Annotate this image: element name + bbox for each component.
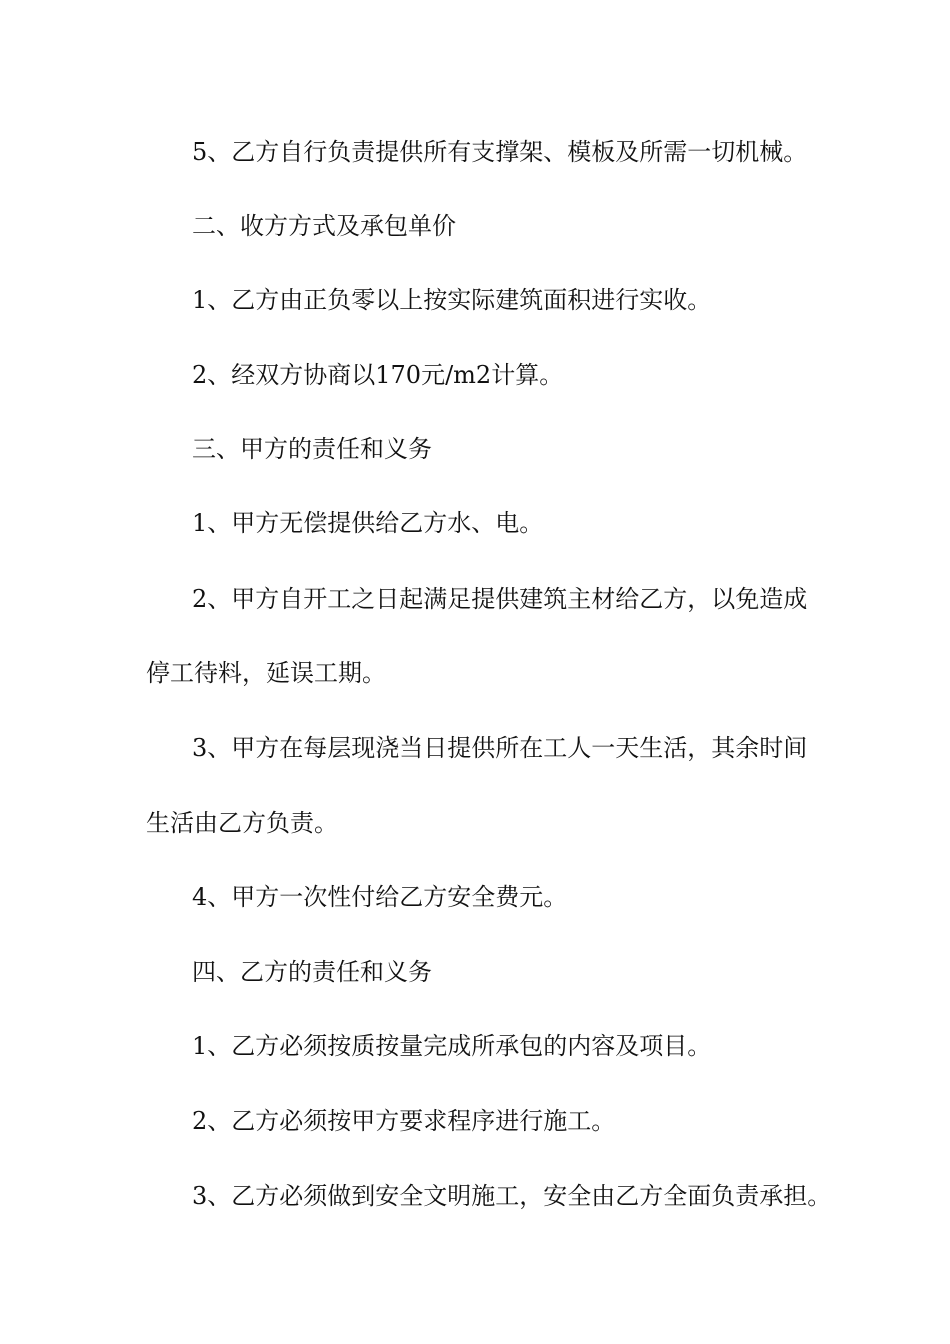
section-heading-2: 二、收方方式及承包单价 [192, 212, 456, 240]
paragraph-item-2-procedure: 2、乙方必须按甲方要求程序进行施工。 [192, 1107, 616, 1135]
section-heading-4: 四、乙方的责任和义务 [192, 958, 432, 986]
paragraph-item-3-safety: 3、乙方必须做到安全文明施工，安全由乙方全面负责承担。 [192, 1182, 832, 1210]
paragraph-item-1-utilities: 1、甲方无偿提供给乙方水、电。 [192, 509, 544, 537]
paragraph-item-2-materials: 2、甲方自开工之日起满足提供建筑主材给乙方，以免造成 [192, 585, 808, 613]
paragraph-item-5-support: 5、乙方自行负责提供所有支撑架、模板及所需一切机械。 [192, 138, 808, 166]
paragraph-item-2-price: 2、经双方协商以170元/m2计算。 [192, 361, 564, 389]
paragraph-item-3-living: 3、甲方在每层现浇当日提供所在工人一天生活，其余时间 [192, 734, 808, 762]
paragraph-item-4-safety-fee: 4、甲方一次性付给乙方安全费元。 [192, 883, 568, 911]
paragraph-continuation-materials: 停工待料，延误工期。 [146, 659, 386, 687]
paragraph-item-1-measurement: 1、乙方由正负零以上按实际建筑面积进行实收。 [192, 286, 712, 314]
section-heading-3: 三、甲方的责任和义务 [192, 435, 432, 463]
paragraph-continuation-living: 生活由乙方负责。 [146, 809, 338, 837]
paragraph-item-1-quality: 1、乙方必须按质按量完成所承包的内容及项目。 [192, 1032, 712, 1060]
